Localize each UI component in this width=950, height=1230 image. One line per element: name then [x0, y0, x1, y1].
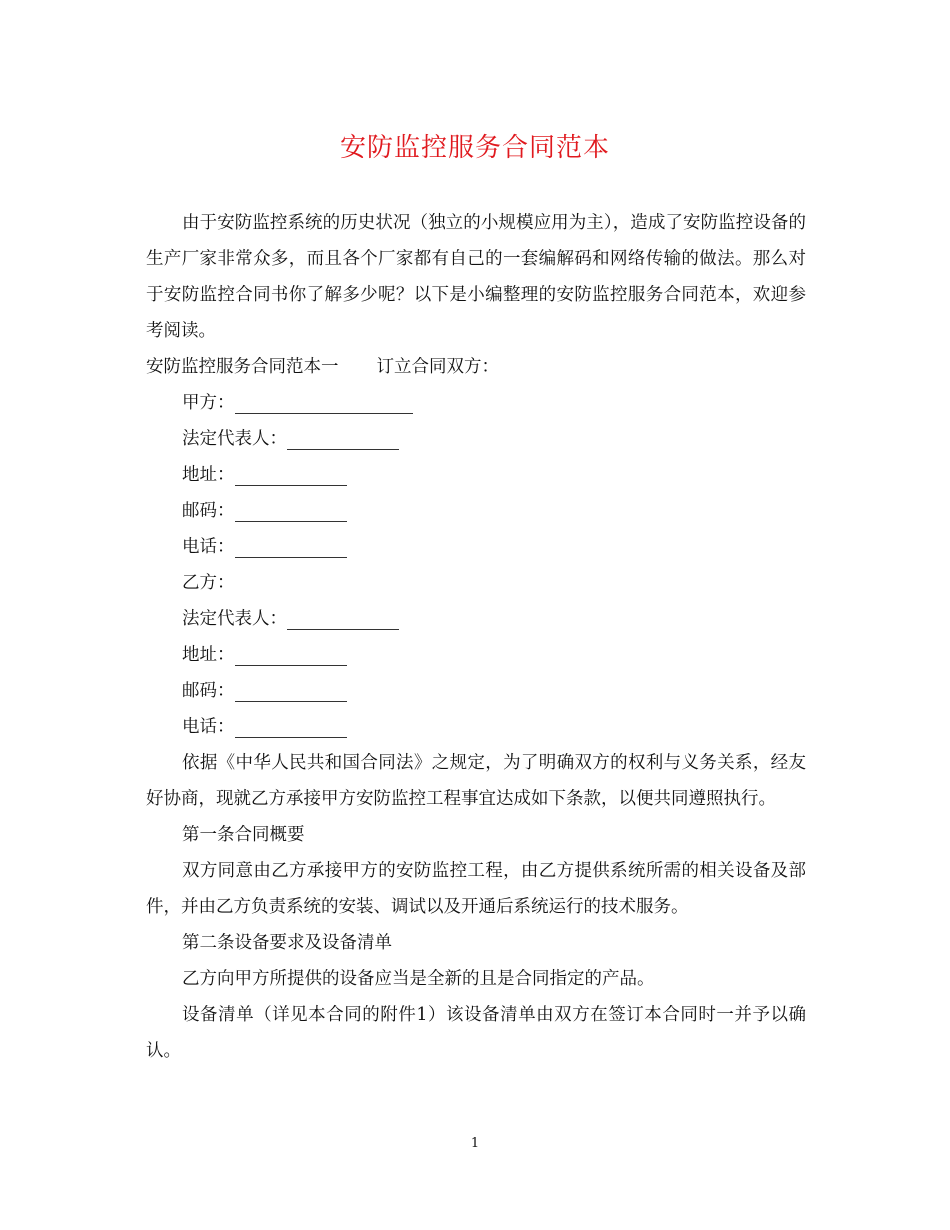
- section-heading-line: [146, 349, 806, 385]
- party-a-rep-line: [146, 421, 806, 457]
- article2-paragraph-1: 乙方向甲方所提供的设备应当是全新的且是合同指定的产品。: [182, 969, 655, 989]
- party-a-address-line: [146, 457, 806, 493]
- party-a-postcode-label: 邮码：: [182, 501, 235, 521]
- article2-title: 第二条设备要求及设备清单: [182, 933, 392, 953]
- party-a-rep-blank: [287, 427, 399, 450]
- article1-paragraph: 双方同意由乙方承接甲方的安防监控工程，由乙方提供系统所需的相关设备及部件，并由乙方负责系统的安装、调试以及开通后系统运行的技术服务。: [146, 861, 806, 917]
- party-b-address-label: 地址：: [182, 645, 235, 665]
- party-b-postcode-line: [146, 673, 806, 709]
- party-b-line: [146, 565, 806, 601]
- party-a-phone-line: [146, 529, 806, 565]
- article2-paragraph-2: 设备清单（详见本合同的附件1）该设备清单由双方在签订本合同时一并予以确认。: [146, 1005, 806, 1061]
- party-b-address-line: [146, 637, 806, 673]
- party-a-phone-label: 电话：: [182, 537, 235, 557]
- party-a-line: [146, 385, 806, 421]
- parties-label: 订立合同双方：: [376, 357, 499, 377]
- party-a-blank: [235, 391, 413, 414]
- party-b-label: 乙方：: [182, 573, 235, 593]
- article1-title: 第一条合同概要: [182, 825, 305, 845]
- party-b-address-blank: [235, 643, 347, 666]
- party-a-postcode-line: [146, 493, 806, 529]
- party-b-rep-line: [146, 601, 806, 637]
- party-a-phone-blank: [235, 535, 347, 558]
- party-b-phone-line: [146, 709, 806, 745]
- party-b-rep-label: 法定代表人：: [182, 609, 287, 629]
- page-number: 1: [470, 1136, 480, 1151]
- party-a-postcode-blank: [235, 499, 347, 522]
- party-b-rep-blank: [287, 607, 399, 630]
- party-a-rep-label: 法定代表人：: [182, 429, 287, 449]
- document-title: 安防监控服务合同范本: [339, 133, 610, 163]
- party-a-address-label: 地址：: [182, 465, 235, 485]
- party-a-address-blank: [235, 463, 347, 486]
- party-b-postcode-blank: [235, 679, 347, 702]
- party-a-label: 甲方：: [182, 393, 235, 413]
- party-b-phone-blank: [235, 715, 347, 738]
- basis-paragraph: 依据《中华人民共和国合同法》之规定，为了明确双方的权利与义务关系，经友好协商，现就乙方承接甲方安防监控工程事宜达成如下条款，以便共同遵照执行。: [146, 753, 806, 809]
- intro-paragraph: 由于安防监控系统的历史状况（独立的小规模应用为主），造成了安防监控设备的生产厂家非常众多，而且各个厂家都有自己的一套编解码和网络传输的做法。那么对于安防监控合同书你了解多少呢？以下是小编整理的安防监控服务合同范本，欢迎参考阅读。: [146, 213, 806, 341]
- section-heading: 安防监控服务合同范本一: [146, 357, 339, 377]
- document-body: [146, 205, 806, 1069]
- party-b-phone-label: 电话：: [182, 717, 235, 737]
- party-b-postcode-label: 邮码：: [182, 681, 235, 701]
